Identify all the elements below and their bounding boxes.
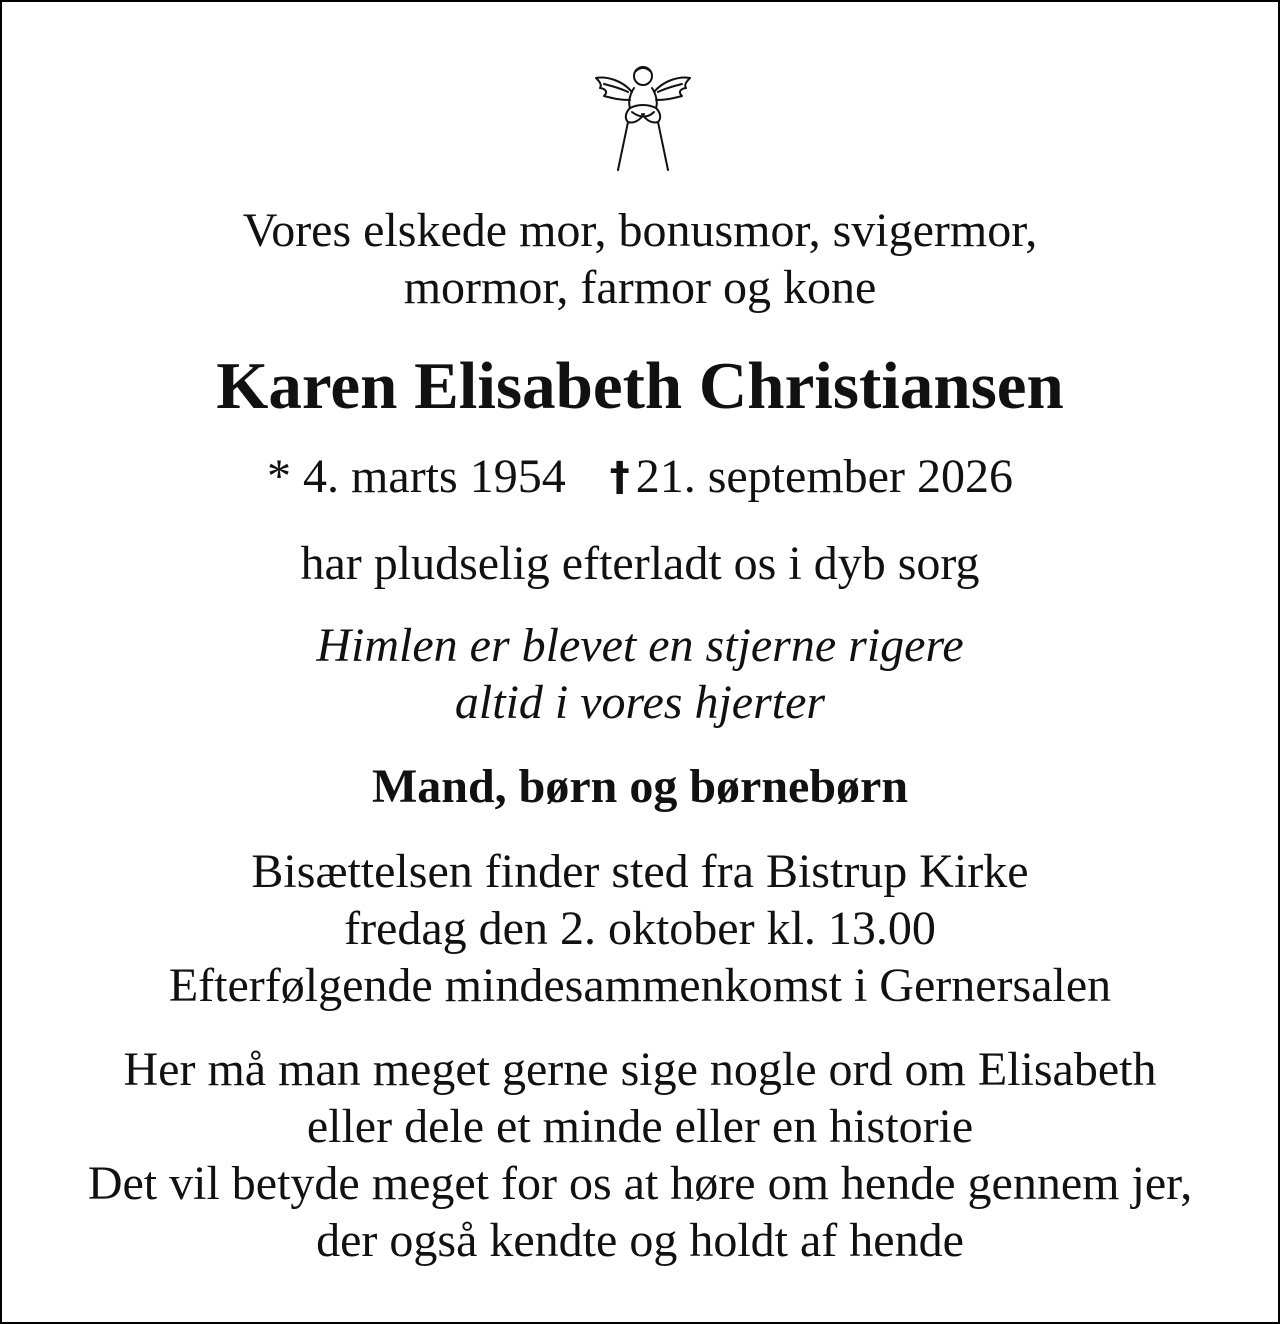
sorrow-line: har pludselig efterladt os i dyb sorg <box>300 537 980 590</box>
closing-line-1: Her må man meget gerne sige nogle ord om Elisabeth <box>123 1043 1157 1096</box>
deceased-name: Karen Elisabeth Christiansen <box>216 349 1064 423</box>
funeral-line-1: Bisættelsen finder sted fra Bistrup Kirke <box>251 845 1029 898</box>
life-dates <box>2 448 1278 506</box>
closing-line-2: eller dele et minde eller en historie <box>306 1100 974 1153</box>
intro-text <box>2 202 1278 316</box>
funeral-details <box>2 843 1278 1014</box>
closing-line-4: der også kendte og holdt af hende <box>316 1214 964 1267</box>
intro-line-1: Vores elskede mor, bonusmor, svigermor, <box>242 204 1038 257</box>
death-date: 21. september 2026 <box>635 450 1013 503</box>
latin-cross-icon: † <box>609 454 630 500</box>
verse-line-2: altid i vores hjerter <box>454 676 826 729</box>
verse-line-1: Himlen er blevet en stjerne rigere <box>316 619 964 672</box>
funeral-line-2: fredag den 2. oktober kl. 13.00 <box>344 902 936 955</box>
funeral-line-3: Efterfølgende mindesammenkomst i Gernersalen <box>168 959 1112 1012</box>
closing-message <box>2 1041 1278 1269</box>
closing-line-3: Det vil betyde meget for os at høre om hende gennem jer, <box>87 1157 1193 1210</box>
intro-line-2: mormor, farmor og kone <box>403 261 877 314</box>
memorial-verse <box>2 617 1278 731</box>
angel-icon <box>590 62 696 174</box>
birth-date: * 4. marts 1954 <box>267 450 566 503</box>
family-signature: Mand, børn og børnebørn <box>371 760 909 813</box>
